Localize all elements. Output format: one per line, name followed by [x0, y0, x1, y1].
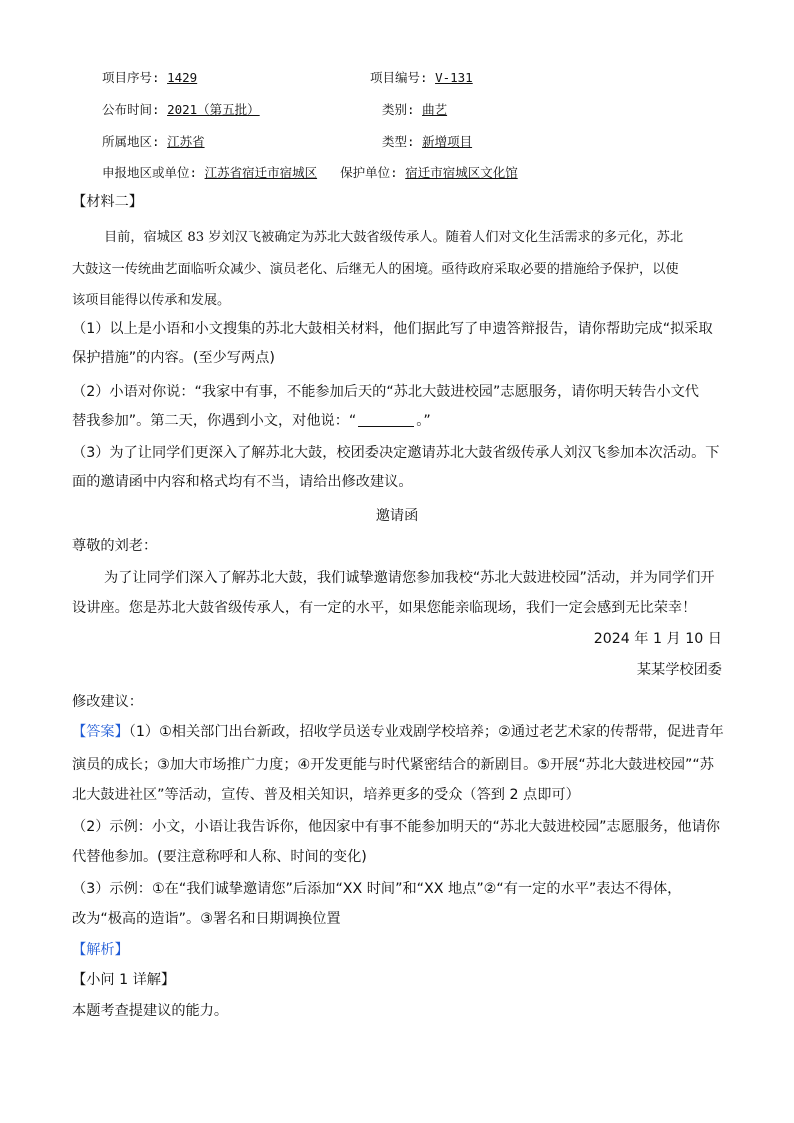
question-2-line-1: （2）小语对你说：“我家中有事，不能参加后天的“苏北大鼓进校园”志愿服务，请你明天转告小文代: [72, 384, 699, 400]
question-2-line-2: [72, 410, 431, 430]
answer-3-line-2: 改为“极高的造诣”。③署名和日期调换位置: [72, 911, 341, 927]
answer-line-1: [72, 721, 724, 741]
project-code-value: V-131: [435, 70, 473, 85]
project-number-label: 项目序号:: [102, 70, 160, 85]
region-label: 所属地区:: [102, 134, 160, 149]
question-2-text-a: 替我参加”。第二天，你遇到小文，对他说：“: [72, 413, 357, 429]
category-label: 类别:: [382, 102, 415, 117]
applicant-label: 申报地区或单位:: [102, 165, 198, 180]
letter-date: 2024 年 1 月 10 日: [593, 631, 722, 647]
analysis-label: 【解析】: [72, 942, 129, 958]
material-heading: 【材料二】: [72, 194, 143, 210]
protector-value: 宿迁市宿城区文化馆: [405, 165, 518, 180]
letter-body-line-2: 设讲座。您是苏北大鼓省级传承人，有一定的水平，如果您能亲临现场，我们一定会感到无比荣幸！: [72, 600, 697, 616]
analysis-text: 本题考查提建议的能力。: [72, 1003, 229, 1019]
material-line-2: 大鼓这一传统曲艺面临听众减少、演员老化、后继无人的困境。亟待政府采取必要的措施给予保护，以使: [72, 262, 679, 277]
answer-1-line-3: 北大鼓进社区”等活动，宣传、普及相关知识，培养更多的受众（答到 2 点即可）: [72, 787, 580, 803]
material-line-3: 该项目能得以传承和发展。: [72, 293, 231, 308]
header-row-2: [102, 100, 260, 118]
question-1-line-1: （1）以上是小语和小文搜集的苏北大鼓相关材料，他们据此写了申遗答辩报告，请你帮助完成“拟采取: [72, 321, 713, 337]
header-row-1: [102, 68, 197, 86]
question-3-line-1: （3）为了让同学们更深入了解苏北大鼓，校团委决定邀请苏北大鼓省级传承人刘汉飞参加本次活动。下: [72, 445, 720, 461]
type-label: 类型:: [382, 134, 415, 149]
type-value: 新增项目: [422, 134, 473, 149]
header-row-1b: [370, 68, 473, 86]
header-row-2b: [382, 100, 447, 118]
answer-blank: [358, 426, 414, 427]
answer-1-text-1: （1）①相关部门出台新政，招收学员送专业戏剧学校培养；②通过老艺术家的传帮带，促进青年: [128, 724, 724, 740]
project-code-label: 项目编号:: [370, 70, 428, 85]
answer-2-line-2: 代替他参加。(要注意称呼和人称、时间的变化): [72, 849, 367, 865]
letter-signature: 某某学校团委: [636, 662, 722, 678]
question-3-line-2: 面的邀请函中内容和格式均有不当，请给出修改建议。: [72, 474, 413, 490]
protector-label: 保护单位:: [340, 165, 398, 180]
answer-label: 【答案】: [72, 724, 129, 740]
answer-2-line-1: （2）示例：小文，小语让我告诉你，他因家中有事不能参加明天的“苏北大鼓进校园”志愿服务，他请你: [72, 819, 720, 835]
region-value: 江苏省: [167, 134, 205, 149]
publish-time-label: 公布时间:: [102, 102, 160, 117]
analysis-sub-heading: 【小问 1 详解】: [72, 972, 176, 988]
letter-body-line-1: 为了让同学们深入了解苏北大鼓，我们诚挚邀请您参加我校“苏北大鼓进校园”活动，并为同学们开: [104, 570, 715, 586]
letter-title: 邀请函: [375, 508, 419, 524]
project-number-value: 1429: [167, 70, 198, 85]
answer-3-line-1: （3）示例：①在“我们诚挚邀请您”后添加“XX 时间”和“XX 地点”②“有一定的水平”表达不得体，: [72, 881, 682, 897]
header-row-3b: [382, 132, 472, 150]
header-row-3: [102, 132, 205, 150]
applicant-value: 江苏省宿迁市宿城区: [204, 165, 318, 180]
category-value: 曲艺: [422, 102, 448, 117]
publish-time-value: 2021（第五批）: [167, 102, 260, 117]
question-1-line-2: 保护措施”的内容。(至少写两点): [72, 350, 275, 366]
header-row-4: [102, 163, 518, 181]
answer-1-line-2: 演员的成长；③加大市场推广力度；④开发更能与时代紧密结合的新剧目。⑤开展“苏北大鼓进校园”“苏: [72, 757, 714, 773]
revision-label: 修改建议：: [72, 694, 143, 710]
question-2-text-b: 。”: [416, 413, 431, 429]
material-line-1: 目前，宿城区 83 岁刘汉飞被确定为苏北大鼓省级传承人。随着人们对文化生活需求的多元化，苏北: [104, 230, 684, 245]
letter-salutation: 尊敬的刘老：: [72, 538, 158, 554]
